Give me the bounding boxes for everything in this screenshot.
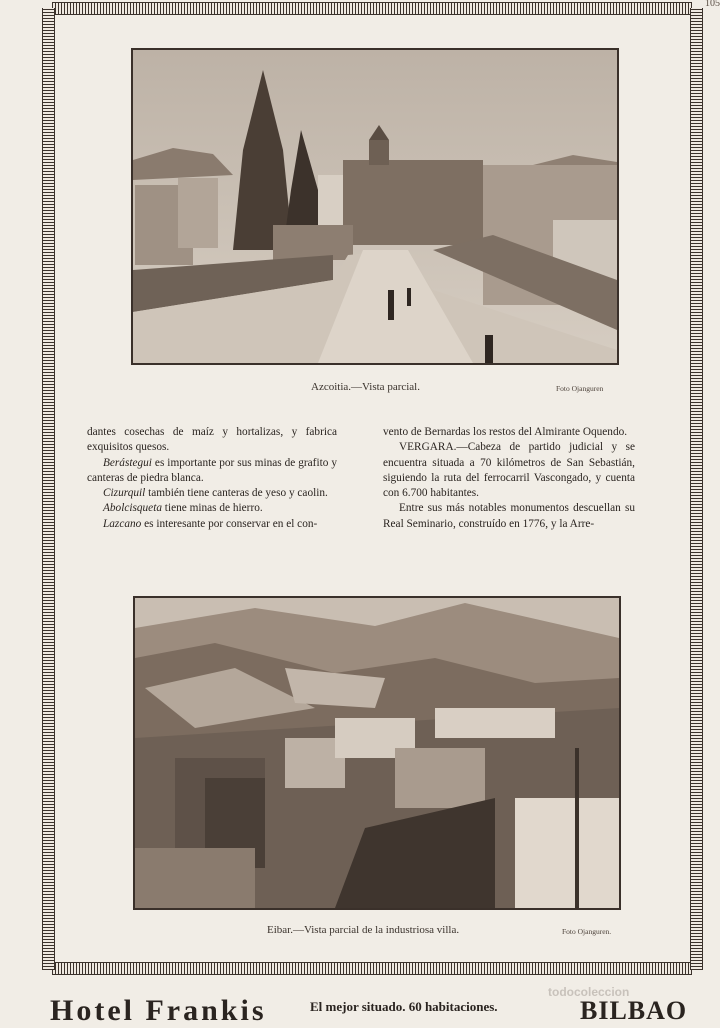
text-column-left <box>87 425 337 532</box>
paragraph: vento de Bernardas los restos del Almirante Oquendo. <box>383 426 628 438</box>
ad-city: BILBAO <box>580 996 688 1025</box>
paragraph: dantes cosechas de maíz y hortalizas, y fabrica exquisitos quesos. <box>87 426 337 454</box>
paragraph: Entre sus más notables monumentos descuellan su Real Seminario, construído en 1776, y la Arre- <box>383 502 635 530</box>
credit-azcoitia: Foto Ojanguren <box>556 384 604 393</box>
page-number: 105 <box>705 0 720 9</box>
left-border <box>42 8 55 970</box>
right-border <box>690 8 703 970</box>
credit-eibar: Foto Ojanguren. <box>562 927 612 936</box>
paragraph: VERGARA.—Cabeza de partido judicial y se encuentra situada a 70 kilómetros de San Sebastián, siguiendo la ruta del ferrocarril Vascongado, y cuenta con 6.700 habitantes. <box>383 441 635 500</box>
bottom-border <box>52 962 692 975</box>
ad-tagline: El mejor situado. 60 habitaciones. <box>310 999 498 1014</box>
caption-eibar: Eibar.—Vista parcial de la industriosa villa. <box>267 924 460 936</box>
caption-azcoitia: Azcoitia.—Vista parcial. <box>311 381 420 393</box>
paragraph: Abolcisqueta tiene minas de hierro. <box>103 502 263 515</box>
text-column-right <box>383 425 635 532</box>
ad-hotel-name: Hotel Frankis <box>50 994 267 1027</box>
paragraph: Cizurquil también tiene canteras de yeso y caolin. <box>103 487 328 500</box>
photo-eibar <box>133 596 621 910</box>
top-border <box>52 2 692 15</box>
paragraph: Berástegui es importante por sus minas de grafito y canteras de piedra blanca. <box>87 456 337 484</box>
photo-azcoitia <box>131 48 619 365</box>
watermark: todocoleccion <box>548 985 630 999</box>
paragraph: Lazcano es interesante por conservar en el con- <box>103 517 318 530</box>
